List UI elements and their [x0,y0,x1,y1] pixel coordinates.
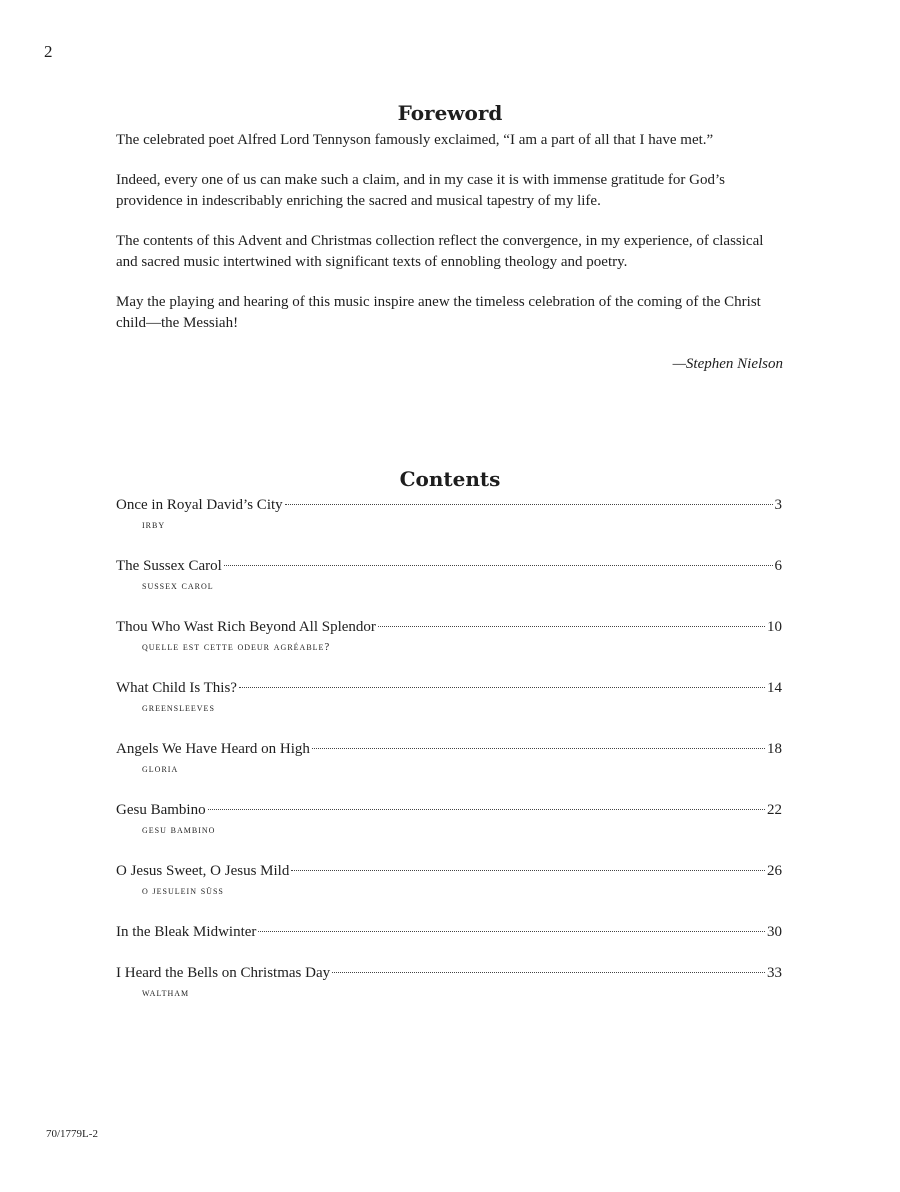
dot-leader [224,565,773,566]
toc-tune-name: o jesulein süss [142,885,224,897]
toc-title[interactable]: What Child Is This? [116,680,237,696]
toc-page-number: 10 [767,619,782,635]
dot-leader [239,687,765,688]
toc-entry[interactable] [116,963,782,1024]
toc-title[interactable]: Once in Royal David’s City [116,497,283,513]
page-number: 2 [44,42,53,61]
dot-leader [312,748,765,749]
toc-tune-name: waltham [142,987,190,999]
toc-entry[interactable] [116,556,782,617]
toc-tune-name: sussex carol [142,580,214,592]
contents-heading: Contents [399,466,501,491]
foreword-paragraph: Indeed, every one of us can make such a claim, and in my case it is with immense gratitude for God’s providence in indescribably enriching the sacred and musical tapestry of my life. [116,172,725,209]
toc-page-number: 14 [767,680,782,696]
foreword-paragraph: The celebrated poet Alfred Lord Tennyson famously exclaimed, “I am a part of all that I have met.” [116,132,714,148]
dot-leader [208,809,765,810]
toc-tune-name: gesu bambino [142,824,216,836]
toc-title[interactable]: Angels We Have Heard on High [116,741,310,757]
dot-leader [291,870,765,871]
toc-tune-name: irby [142,519,166,531]
toc-entry[interactable] [116,495,782,556]
toc-page-number: 18 [767,741,782,757]
toc-page-number: 30 [767,924,782,940]
toc-page-number: 6 [774,558,782,574]
toc-page-number: 3 [774,497,782,513]
table-of-contents [116,495,782,1024]
toc-tune-name: gloria [142,763,179,775]
toc-page-number: 22 [767,802,782,818]
foreword-body [116,130,786,353]
foreword-signature: —Stephen Nielson [672,356,783,372]
toc-entry[interactable] [116,739,782,800]
foreword-paragraph: The contents of this Advent and Christmas collection reflect the convergence, in my experience, of classical and sacred music intertwined with significant texts of ennobling theology and poetry. [116,233,764,270]
dot-leader [258,931,765,932]
foreword-heading: Foreword [397,101,503,126]
dot-leader [378,626,765,627]
toc-title[interactable]: In the Bleak Midwinter [116,924,257,940]
toc-title[interactable]: Thou Who Wast Rich Beyond All Splendor [116,619,376,635]
toc-entry[interactable] [116,617,782,678]
catalog-number: 70/1779L-2 [46,1128,98,1140]
dot-leader [332,972,765,973]
dot-leader [285,504,773,505]
toc-tune-name: quelle est cette odeur agréable? [142,641,331,653]
toc-title[interactable]: O Jesus Sweet, O Jesus Mild [116,863,290,879]
toc-tune-name: greensleeves [142,702,215,714]
foreword-paragraph: May the playing and hearing of this music inspire anew the timeless celebration of the coming of the Christ child—the Messiah! [116,294,761,331]
toc-title[interactable]: The Sussex Carol [116,558,222,574]
toc-page-number: 26 [767,863,782,879]
toc-entry[interactable] [116,922,782,963]
toc-entry[interactable] [116,861,782,922]
toc-title[interactable]: Gesu Bambino [116,802,206,818]
toc-entry[interactable] [116,678,782,739]
toc-entry[interactable] [116,800,782,861]
toc-title[interactable]: I Heard the Bells on Christmas Day [116,965,331,981]
toc-page-number: 33 [767,965,782,981]
